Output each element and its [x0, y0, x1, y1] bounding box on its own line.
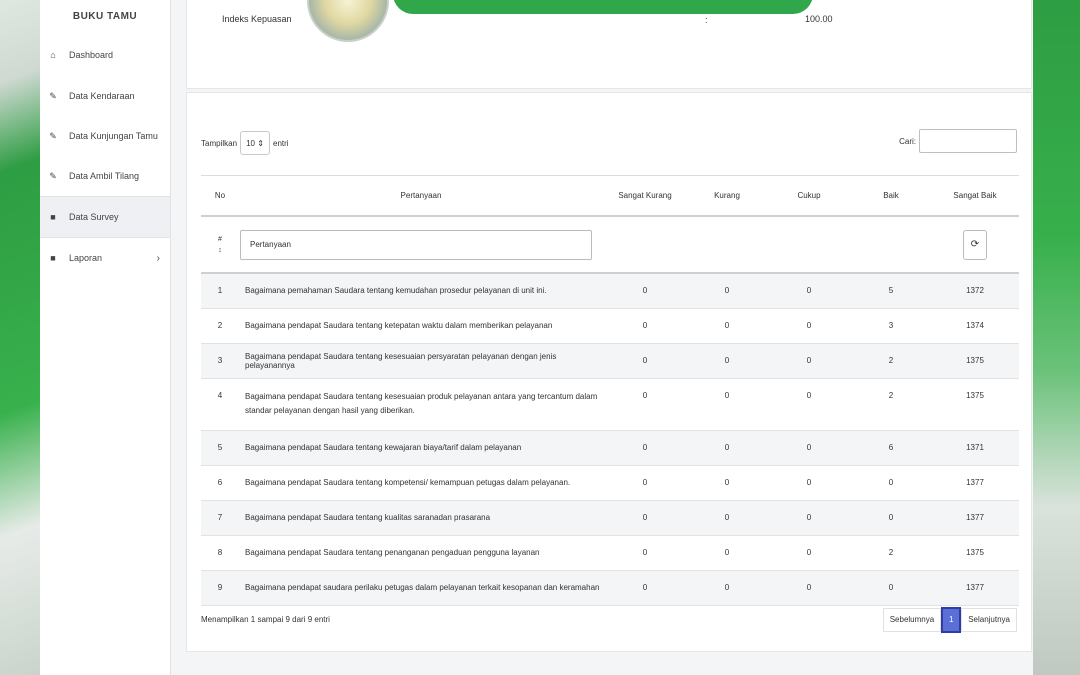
summary-card	[186, 0, 1032, 89]
cell-question: Bagaimana pendapat Saudara tentang kompetensi/ kemampuan petugas dalam pelayanan.	[239, 465, 603, 500]
column-header-sangat-baik[interactable]: Sangat Baik	[931, 176, 1019, 217]
cell-no: 3	[201, 343, 239, 378]
emblem-logo	[307, 0, 389, 42]
cell-no: 2	[201, 308, 239, 343]
cell-baik: 0	[851, 570, 931, 605]
cell-no: 6	[201, 465, 239, 500]
cell-sangat-baik: 1372	[931, 273, 1019, 308]
sidebar-item-label: Data Kunjungan Tamu	[69, 131, 158, 141]
table-row	[201, 535, 1019, 570]
column-header-sangat-kurang[interactable]: Sangat Kurang	[603, 176, 687, 217]
cell-question: Bagaimana pemahaman Saudara tentang kemudahan prosedur pelayanan di unit ini.	[239, 273, 603, 308]
sidebar-brand: BUKU TAMU	[72, 11, 138, 22]
table-row	[201, 273, 1019, 308]
show-prefix: Tampilkan	[201, 138, 238, 148]
search-input[interactable]	[919, 129, 1017, 153]
cell-kurang: 0	[687, 430, 767, 465]
previous-page-button[interactable]: Sebelumnya	[883, 608, 941, 632]
table-body	[201, 273, 1019, 605]
filter-question-cell	[239, 216, 603, 273]
cell-cukup: 0	[767, 378, 851, 430]
cell-sangat-kurang: 0	[603, 273, 687, 308]
column-header-cukup[interactable]: Cukup	[767, 176, 851, 217]
sidebar-item-data-survey[interactable]	[40, 196, 170, 238]
home-icon: ⌂	[50, 50, 56, 60]
cell-cukup: 0	[767, 430, 851, 465]
sidebar-item-laporan[interactable]	[40, 238, 170, 278]
table-row	[201, 500, 1019, 535]
cell-kurang: 0	[687, 308, 767, 343]
background-left	[0, 0, 44, 675]
cell-sangat-baik: 1374	[931, 308, 1019, 343]
cell-baik: 2	[851, 343, 931, 378]
table-row	[201, 308, 1019, 343]
cell-sangat-kurang: 0	[603, 465, 687, 500]
cell-sangat-baik: 1375	[931, 343, 1019, 378]
cell-sangat-kurang: 0	[603, 378, 687, 430]
table-row	[201, 570, 1019, 605]
cell-no: 1	[201, 273, 239, 308]
book-icon: ■	[50, 253, 56, 263]
cell-baik: 2	[851, 535, 931, 570]
column-header-no[interactable]: No	[201, 176, 239, 217]
cell-no: 4	[201, 378, 239, 430]
cell-cukup: 0	[767, 465, 851, 500]
cell-kurang: 0	[687, 500, 767, 535]
cell-baik: 0	[851, 465, 931, 500]
table-row	[201, 378, 1019, 430]
cell-kurang: 0	[687, 343, 767, 378]
cell-baik: 2	[851, 378, 931, 430]
sidebar	[40, 0, 171, 675]
cell-cukup: 0	[767, 343, 851, 378]
cell-question: Bagaimana pendapat Saudara tentang kewajaran biaya/tarif dalam pelayanan	[239, 430, 603, 465]
cell-sangat-baik: 1371	[931, 430, 1019, 465]
cell-cukup: 0	[767, 500, 851, 535]
cell-question: Bagaimana pendapat Saudara tentang kualitas saranadan prasarana	[239, 500, 603, 535]
sidebar-item-dashboard[interactable]	[40, 34, 170, 76]
filter-no-cell	[201, 216, 239, 273]
question-filter-input[interactable]: Pertanyaan	[240, 230, 592, 260]
cell-sangat-baik: 1377	[931, 465, 1019, 500]
reset-cell	[931, 216, 1019, 273]
search-control	[899, 129, 1017, 153]
cell-baik: 6	[851, 430, 931, 465]
sidebar-item-label: Data Ambil Tilang	[69, 171, 140, 181]
sidebar-item-label: Laporan	[69, 253, 103, 263]
cell-sangat-baik: 1375	[931, 535, 1019, 570]
table-header-row	[201, 176, 1019, 217]
background-right	[1030, 0, 1080, 675]
cell-kurang: 0	[687, 378, 767, 430]
cell-kurang: 0	[687, 273, 767, 308]
cell-question: Bagaimana pendapat saudara perilaku petugas dalam pelayanan terkait kesopanan dan keramahan	[239, 570, 603, 605]
summary-value: 100.00	[805, 14, 833, 24]
sidebar-item-label: Data Survey	[69, 212, 119, 222]
cell-sangat-kurang: 0	[603, 535, 687, 570]
cell-question: Bagaimana pendapat Saudara tentang kesesuaian persyaratan pelayanan dengan jenis pelayanannya	[239, 343, 603, 378]
page-length-control	[201, 131, 289, 155]
sidebar-item-label: Data Kendaraan	[69, 91, 135, 101]
column-header-kurang[interactable]: Kurang	[687, 176, 767, 217]
cell-no: 8	[201, 535, 239, 570]
cell-sangat-kurang: 0	[603, 430, 687, 465]
next-page-button[interactable]: Selanjutnya	[961, 608, 1017, 632]
sidebar-item-data-kunjungan-tamu[interactable]	[40, 116, 170, 156]
book-icon: ■	[50, 212, 56, 222]
edit-icon: ✎	[49, 170, 57, 181]
cell-question: Bagaimana pendapat Saudara tentang kesesuaian produk pelayanan antara yang tercantum dalam standar pelayanan dengan hasil yang diberikan.	[239, 378, 603, 430]
cell-cukup: 0	[767, 570, 851, 605]
cell-no: 9	[201, 570, 239, 605]
cell-cukup: 0	[767, 308, 851, 343]
chevron-right-icon: ›	[156, 252, 160, 264]
cell-no: 7	[201, 500, 239, 535]
survey-table	[201, 175, 1019, 606]
cell-kurang: 0	[687, 535, 767, 570]
sidebar-item-label: Dashboard	[69, 50, 114, 60]
sort-icon[interactable]: ↕	[218, 246, 222, 254]
edit-icon: ✎	[49, 130, 57, 141]
summary-colon: :	[705, 15, 708, 25]
survey-table-card	[186, 92, 1032, 652]
cell-question: Bagaimana pendapat Saudara tentang penanganan pengaduan pengguna layanan	[239, 535, 603, 570]
search-label: Cari:	[899, 136, 916, 146]
cell-sangat-baik: 1377	[931, 500, 1019, 535]
reset-icon[interactable]: ⟳	[963, 230, 987, 260]
edit-icon: ✎	[49, 90, 57, 101]
cell-baik: 3	[851, 308, 931, 343]
cell-question: Bagaimana pendapat Saudara tentang ketepatan waktu dalam memberikan pelayanan	[239, 308, 603, 343]
cell-sangat-kurang: 0	[603, 343, 687, 378]
cell-cukup: 0	[767, 273, 851, 308]
cell-kurang: 0	[687, 570, 767, 605]
filter-row	[201, 216, 1019, 273]
cell-sangat-kurang: 0	[603, 500, 687, 535]
table-row	[201, 430, 1019, 465]
main-content	[171, 0, 1033, 675]
summary-label: Indeks Kepuasan	[222, 14, 292, 24]
table-row	[201, 465, 1019, 500]
cell-no: 5	[201, 430, 239, 465]
show-suffix: entri	[273, 138, 289, 148]
table-row	[201, 343, 1019, 378]
cell-sangat-baik: 1375	[931, 378, 1019, 430]
cell-baik: 0	[851, 500, 931, 535]
sidebar-item-data-kendaraan[interactable]	[40, 76, 170, 116]
page-length-select[interactable]: 10 ⇕	[240, 131, 270, 155]
cell-kurang: 0	[687, 465, 767, 500]
cell-sangat-baik: 1377	[931, 570, 1019, 605]
cell-sangat-kurang: 0	[603, 308, 687, 343]
pagination	[883, 607, 1017, 633]
header-banner	[393, 0, 813, 14]
cell-baik: 5	[851, 273, 931, 308]
column-header-pertanyaan[interactable]: Pertanyaan	[239, 176, 603, 217]
hash-label: #	[218, 235, 222, 243]
cell-cukup: 0	[767, 535, 851, 570]
table-info: Menampilkan 1 sampai 9 dari 9 entri	[201, 615, 330, 624]
sidebar-item-data-ambil-tilang[interactable]	[40, 156, 170, 196]
cell-sangat-kurang: 0	[603, 570, 687, 605]
column-header-baik[interactable]: Baik	[851, 176, 931, 217]
page-1-button[interactable]: 1	[941, 607, 961, 633]
